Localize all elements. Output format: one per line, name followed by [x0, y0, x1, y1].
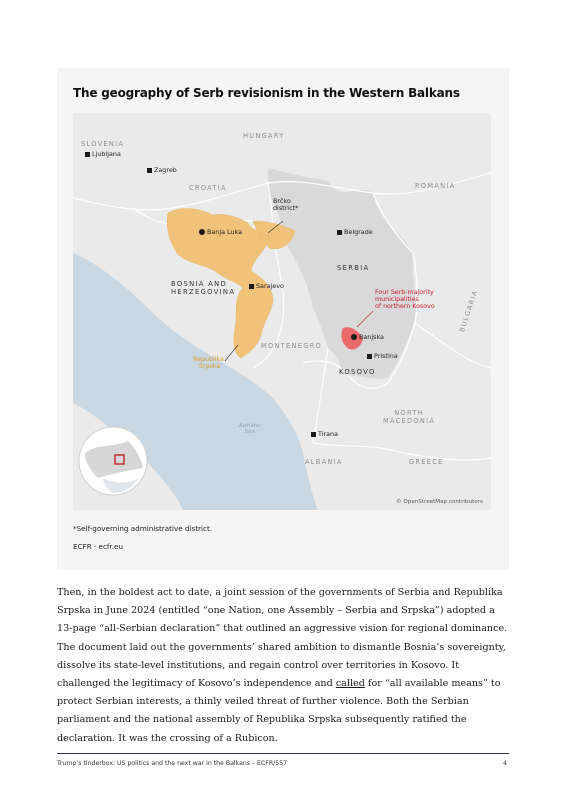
country-label-croatia: CROATIA [189, 184, 227, 192]
city-zagreb [147, 167, 177, 174]
country-label-albania: ALBANIA [305, 458, 343, 466]
country-label-north-macedonia [383, 410, 435, 425]
city-marker [337, 230, 342, 235]
map-graphic [73, 113, 491, 510]
city-marker [249, 284, 254, 289]
city-marker [311, 432, 316, 437]
northern-kosovo-note-line2: municipalities [375, 296, 419, 304]
country-label-romania: ROMANIA [415, 182, 456, 190]
brcko-label-line1: Brčko [273, 197, 291, 205]
city-label: Banjska [359, 333, 384, 341]
city-marker [85, 152, 90, 157]
city-ljubljana [85, 151, 121, 158]
country-label-greece: GREECE [409, 458, 444, 466]
figure-footnote: *Self-governing administrative district. [73, 524, 213, 533]
bosnia-label-line2: HERZEGOVINA [171, 287, 236, 296]
country-label-bulgaria: BULGARIA [458, 288, 480, 334]
city-label: Zagreb [154, 166, 177, 174]
city-marker [351, 334, 357, 340]
body-paragraph-part1: Then, in the boldest act to date, a joint session of the governments of Serbia and Republika Srpska in June 2024 (entitled “one Nation, one Assembly – Serbia and Srpska”) adopted a 13-page “all-Serbian declaration” that outlined an aggressive vision for regional dominance. The document laid out the governments’ shared ambition to dismantle Bosnia’s sovereignty, dissolve its state-level institutions, and regain control over territories in Kosovo. It challenged the legitimacy of Kosovo’s independence and [57, 587, 508, 690]
north-macedonia-label-line1: NORTH [394, 409, 424, 417]
north-macedonia-label-line2: MACEDONIA [383, 416, 436, 425]
brcko-label-line2: district* [273, 204, 299, 213]
country-label-serbia: SERBIA [337, 264, 370, 272]
northern-kosovo-note-line1: Four Serb-majority [375, 289, 434, 296]
city-label: Sarajevo [256, 282, 284, 290]
city-label: Pristina [374, 352, 398, 360]
figure-title: The geography of Serb revisionism in the Western Balkans [73, 86, 460, 100]
northern-kosovo-note-line3: of northern Kosovo [375, 303, 435, 311]
figure-source: ECFR · ecfr.eu [73, 542, 124, 551]
city-pristina [367, 353, 398, 360]
map-figure [57, 68, 509, 570]
republika-srpska-note-line2: Srpska [199, 363, 221, 371]
balkans-map [73, 113, 491, 510]
sea-label-line2: Sea [244, 429, 255, 436]
city-marker [199, 229, 205, 235]
called-link[interactable]: called [335, 678, 365, 690]
country-label-montenegro: MONTENEGRO [261, 342, 322, 350]
brcko-label [273, 198, 298, 213]
city-label: Ljubljana [92, 150, 121, 158]
republika-srpska-note-line1: Republika [193, 356, 224, 363]
city-label: Belgrade [344, 228, 373, 236]
bosnia-label-line1: BOSNIA AND [171, 280, 228, 288]
city-sarajevo [249, 283, 284, 290]
body-paragraph [57, 584, 509, 748]
footer-divider [57, 753, 509, 754]
city-banja-luka [199, 229, 242, 236]
country-label-kosovo: KOSOVO [339, 368, 376, 376]
city-label: Banja Luka [207, 228, 243, 236]
city-marker [147, 168, 152, 173]
republika-srpska-note [193, 356, 224, 370]
northern-kosovo-note [375, 289, 435, 311]
country-label-hungary: HUNGARY [243, 132, 285, 140]
city-label: Tirana [318, 430, 338, 438]
footer-report-title: Trump’s tinderbox: US politics and the next war in the Balkans – ECFR/557 [57, 760, 288, 767]
body-paragraph-part2: for “all available means” to protect Serbian interests, a thinly veiled threat of further violence. Both the Serbian parliament and the national assembly of Republika Srpska subsequently ratified the declaration. It was the crossing of a Rubicon. [57, 678, 501, 744]
city-tirana [311, 431, 338, 438]
sea-label-line1: Adriatic [239, 423, 261, 429]
locator-globe [79, 427, 147, 495]
city-banjska [351, 334, 384, 341]
adriatic-sea-label [239, 423, 260, 436]
map-attribution: © OpenStreetMap contributors [396, 499, 483, 505]
page-number: 4 [503, 760, 507, 767]
country-label-slovenia: SLOVENIA [81, 140, 125, 148]
country-label-bosnia [171, 281, 235, 297]
city-marker [367, 354, 372, 359]
city-belgrade [337, 229, 373, 236]
